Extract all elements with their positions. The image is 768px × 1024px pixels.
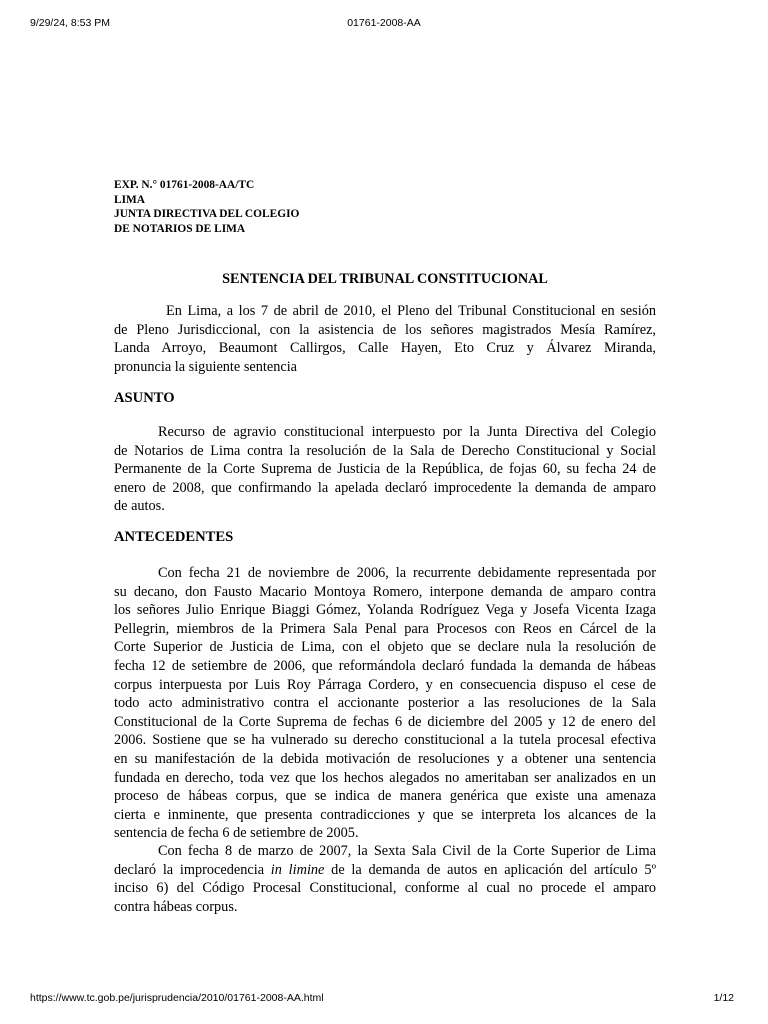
case-city: LIMA xyxy=(114,193,146,206)
asunto-line: Recurso de agravio constitucional interpuesto por la Junta Directiva del Colegio xyxy=(158,424,656,440)
antecedentes-heading: ANTECEDENTES xyxy=(114,529,234,545)
antecedentes-line: Pellegrin, miembros de la Primera Sala Penal para Procesos con Reos en Cárcel de la xyxy=(114,620,656,637)
antecedentes-line: en su manifestación de la debida motivación de resoluciones y a obtener una sentencia xyxy=(114,750,656,767)
antecedentes-line: Con fecha 21 de noviembre de 2006, la recurrente debidamente representada por xyxy=(158,565,656,581)
antecedentes-line: corpus interpuesta por Luis Roy Párraga Cordero, y en consecuencia dispuso el cese de xyxy=(114,676,656,693)
italic-term: in limine xyxy=(270,861,325,878)
asunto-line: Permanente de la Corte Suprema de Justicia de la República, de fojas 60, su fecha 24 de xyxy=(114,461,656,478)
print-datetime: 9/29/24, 8:53 PM xyxy=(30,17,110,29)
intro-paragraph xyxy=(114,302,656,376)
case-party-line-1: JUNTA DIRECTIVA DEL COLEGIO xyxy=(114,208,300,221)
antecedentes-line: proceso de hábeas corpus, que se indica de manera genérica que existe una amenaza xyxy=(114,788,656,805)
print-header xyxy=(30,17,738,31)
asunto-line: de Notarios de Lima contra la resolución de la Sala de Derecho Constitucional y Social xyxy=(114,442,656,459)
intro-line: Landa Arroyo, Beaumont Callirgos, Calle Hayen, Eto Cruz y Álvarez Miranda, xyxy=(114,340,656,357)
antecedentes-line: Constitucional de la Corte Suprema de fechas 6 de diciembre del 2005 y 12 de enero del xyxy=(114,713,656,730)
asunto-heading: ASUNTO xyxy=(114,390,175,406)
antecedentes-line: cierta e inminente, que presenta contradicciones y que se interpreta los alcances de la xyxy=(114,806,656,823)
antecedentes-line: todo acto administrativo contra el accionante posterior a las resoluciones de la Sala xyxy=(114,695,656,712)
intro-line: de Pleno Jurisdiccional, con la asistencia de los señores magistrados Mesía Ramírez, xyxy=(114,321,656,338)
print-footer xyxy=(30,992,738,1006)
source-url[interactable]: https://www.tc.gob.pe/jurisprudencia/2010/01761-2008-AA.html xyxy=(30,992,324,1004)
intro-line: En Lima, a los 7 de abril de 2010, el Pleno del Tribunal Constitucional en sesión xyxy=(166,303,656,319)
antecedentes-line: los señores Julio Enrique Biaggi Gómez, Yolanda Rodríguez Vega y Josefa Vicenta Izaga xyxy=(114,602,656,619)
antecedentes-line: Con fecha 8 de marzo de 2007, la Sexta Sala Civil de la Corte Superior de Lima xyxy=(158,843,656,859)
print-doc-title: 01761-2008-AA xyxy=(347,17,421,29)
document-title: SENTENCIA DEL TRIBUNAL CONSTITUCIONAL xyxy=(222,271,548,287)
asunto-line: de autos. xyxy=(114,498,165,515)
asunto-line: enero de 2008, que confirmando la apelada declaró improcedente la demanda de amparo xyxy=(114,479,656,496)
antecedentes-line: 2006. Sostiene que se ha vulnerado su derecho constitucional a la tutela procesal efectiva xyxy=(114,732,656,749)
asunto-paragraph xyxy=(114,423,656,516)
antecedentes-line: contra hábeas corpus. xyxy=(114,898,238,915)
case-block xyxy=(114,178,299,236)
antecedentes-line: fundada en derecho, toda vez que los hechos alegados no ameritaban ser analizados en un xyxy=(114,769,656,786)
antecedentes-paragraph-1 xyxy=(114,564,656,843)
antecedentes-paragraph-2 xyxy=(114,842,656,916)
antecedentes-line: su decano, don Fausto Macario Montoya Romero, interpone demanda de amparo contra xyxy=(114,583,656,600)
text-run: declaró la improcedencia xyxy=(114,861,271,878)
antecedentes-line-mixed xyxy=(114,861,656,880)
antecedentes-line: fecha 12 de setiembre de 2006, que reformándola declaró fundada la demanda de hábeas xyxy=(114,657,656,674)
intro-line: pronuncia la siguiente sentencia xyxy=(114,358,298,375)
case-party-line-2: DE NOTARIOS DE LIMA xyxy=(114,222,246,235)
antecedentes-line: inciso 6) del Código Procesal Constitucional, conforme al cual no procede el amparo xyxy=(114,880,656,897)
antecedentes-line: Corte Superior de Justicia de Lima, con el objeto que se declare nula la resolución de xyxy=(114,639,656,656)
text-run: de la demanda de autos en aplicación del artículo 5º xyxy=(324,861,656,878)
page-number: 1/12 xyxy=(713,992,734,1004)
antecedentes-line: sentencia de fecha 6 de setiembre de 2005. xyxy=(114,825,359,842)
case-number: EXP. N.° 01761-2008-AA/TC xyxy=(114,179,255,191)
